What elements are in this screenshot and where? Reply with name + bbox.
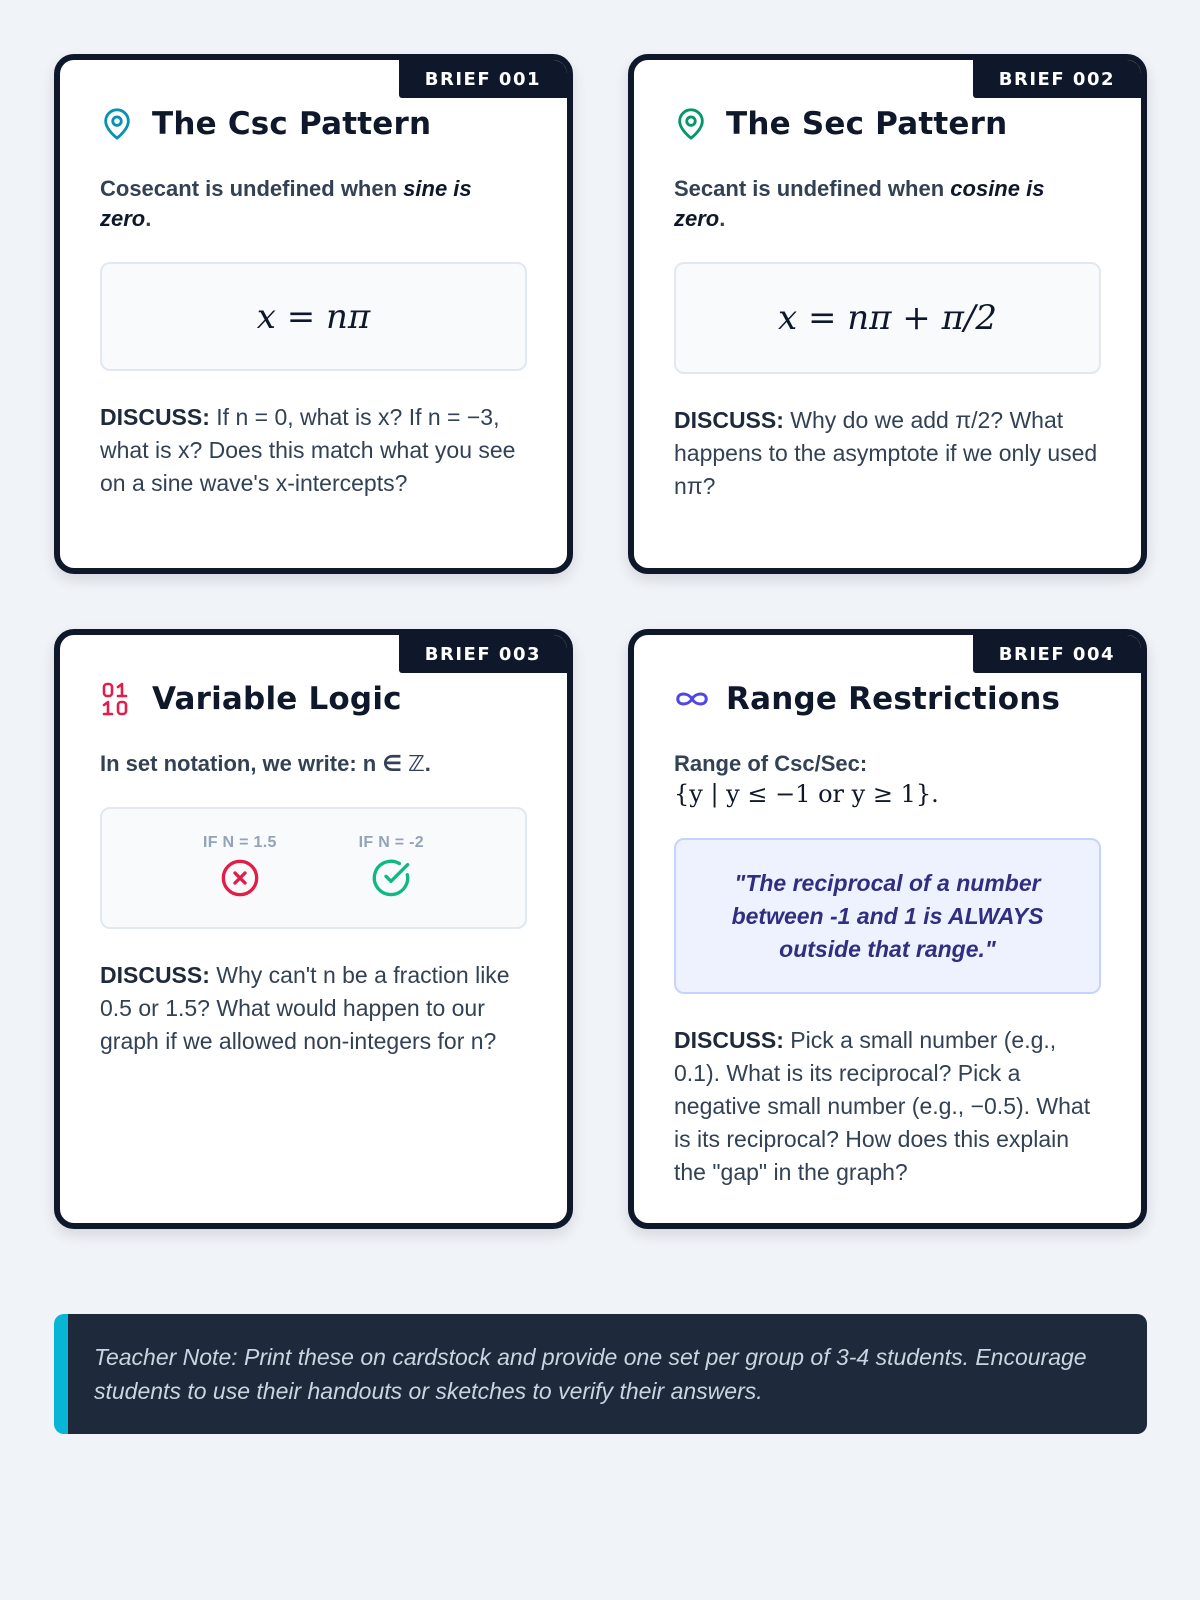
formula-box [100, 262, 527, 371]
range-set: {y | y ≤ −1 or y ≥ 1}. [674, 780, 939, 808]
case-invalid [203, 834, 277, 903]
card-header [100, 679, 527, 719]
case-label: IF N = -2 [358, 833, 425, 851]
discuss-label: DISCUSS: [674, 1027, 784, 1053]
case-label: IF N = 1.5 [202, 833, 277, 851]
discussion-prompt [674, 404, 1101, 503]
brief-tag: BRIEF 003 [399, 635, 567, 673]
map-pin-icon [674, 104, 710, 144]
brief-tag: BRIEF 004 [973, 635, 1141, 673]
card-title: The Csc Pattern [152, 106, 432, 142]
check-circle-icon [371, 858, 411, 903]
x-circle-icon [220, 858, 260, 903]
discuss-text: Why can't n be a fraction like 0.5 or 1.5? What would happen to our graph if we allowed non-integers for n? [100, 962, 510, 1054]
formula: x = nπ + π/2 [777, 298, 998, 338]
formula: x = nπ [256, 296, 371, 337]
map-pin-icon [100, 104, 136, 144]
brief-card-002 [628, 54, 1147, 574]
discussion-prompt [100, 959, 527, 1058]
card-title: Variable Logic [152, 681, 402, 717]
teacher-note [54, 1314, 1147, 1434]
discuss-label: DISCUSS: [100, 404, 210, 430]
discuss-label: DISCUSS: [100, 962, 210, 988]
card-header [100, 104, 527, 144]
discussion-prompt [674, 1024, 1101, 1189]
lead-text: Secant is undefined when [674, 176, 951, 201]
card-header [674, 104, 1101, 144]
lead-emphasis: sine is zero [100, 176, 472, 231]
lead-suffix: . [145, 206, 152, 231]
lead-text: Range of Csc/Sec: [674, 751, 868, 776]
card-lead [674, 174, 1101, 234]
lead-emphasis: cosine is zero [674, 176, 1045, 231]
discuss-label: DISCUSS: [674, 407, 784, 433]
brief-card-001 [54, 54, 573, 574]
teacher-note-text: Teacher Note: Print these on cardstock and provide one set per group of 3-4 students. Encourage students to use their handouts or sketches to verify their answers. [94, 1344, 1087, 1404]
card-lead [100, 174, 527, 234]
discuss-text: Pick a small number (e.g., 0.1). What is its reciprocal? Pick a negative small number (e.g., −0.5). What is its reciprocal? How does this explain the "gap" in the graph? [674, 1027, 1091, 1185]
discussion-prompt [100, 401, 527, 500]
case-valid [359, 834, 424, 903]
brief-card-004 [628, 629, 1147, 1229]
test-cases-box [100, 807, 527, 929]
brief-card-003 [54, 629, 573, 1229]
formula-box [674, 262, 1101, 374]
card-title: The Sec Pattern [726, 106, 1008, 142]
lead-suffix: . [719, 206, 726, 231]
brief-tag: BRIEF 001 [399, 60, 567, 98]
infinity-icon [674, 679, 710, 719]
card-title: Range Restrictions [726, 681, 1061, 717]
quote-box: "The reciprocal of a number between -1 and 1 is ALWAYS outside that range." [674, 838, 1101, 994]
card-lead: In set notation, we write: n ∈ ℤ. [100, 751, 431, 776]
discuss-text: If n = 0, what is x? If n = −3, what is x? Does this match what you see on a sine wave's x-intercepts? [100, 404, 516, 496]
binary-icon [100, 679, 136, 719]
discuss-text: Why do we add π/2? What happens to the asymptote if we only used nπ? [674, 407, 1098, 499]
lead-text: Cosecant is undefined when [100, 176, 404, 201]
brief-card-grid [54, 54, 1147, 1229]
card-header [674, 679, 1101, 719]
card-lead [674, 749, 1101, 810]
brief-tag: BRIEF 002 [973, 60, 1141, 98]
